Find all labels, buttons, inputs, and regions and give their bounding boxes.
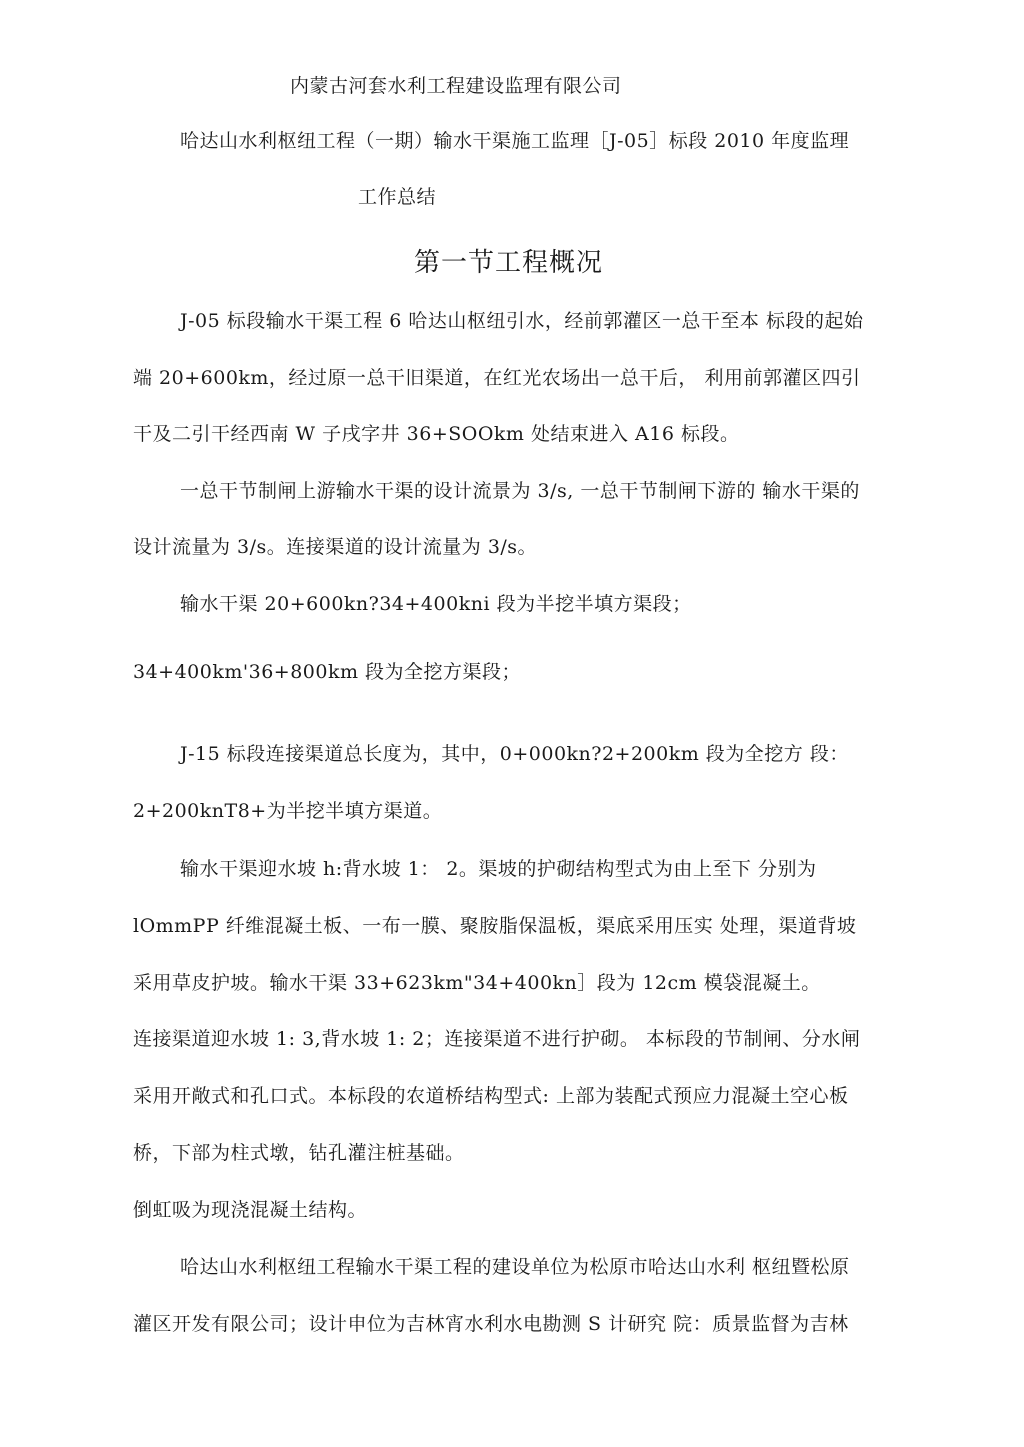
- body-line: J-05 标段输水干渠工程 6 哈达山枢纽引水，经前郭灌区一总干至本 标段的起始: [180, 310, 864, 332]
- company-name: 内蒙古河套水利工程建设监理有限公司: [290, 75, 622, 97]
- section-title: 第一节工程概况: [414, 248, 604, 278]
- body-line: 一总干节制闸上游输水干渠的设计流景为 3/s, 一总干节制闸下游的 输水干渠的: [180, 480, 860, 502]
- body-line: 倒虹吸为现浇混凝土结构。: [133, 1199, 368, 1221]
- body-line: 2+200knT8+为半挖半填方渠道。: [133, 800, 443, 822]
- body-line: 采用草皮护坡。输水干渠 33+623km"34+400kn］段为 12cm 模袋混凝土。: [133, 972, 821, 994]
- body-line: 干及二引干经西南 W 子戌字井 36+SOOkm 处结束进入 A16 标段。: [133, 423, 740, 445]
- body-line: 采用开敞式和孔口式。本标段的农道桥结构型式: 上部为装配式预应力混凝土空心板: [133, 1085, 849, 1107]
- document-title-line-1: 哈达山水利枢纽工程（一期）输水干渠施工监理［J-05］标段 2010 年度监理: [180, 130, 850, 152]
- body-line: 灌区开发有限公司；设计申位为吉林宵水利水电勘测 S 计研究 院：质景监督为吉林: [133, 1313, 849, 1335]
- body-line: 端 20+600km，经过原一总干旧渠道，在红光农场出一总干后， 利用前郭灌区四引: [133, 367, 861, 389]
- body-line: 输水干渠迎水坡 h:背水坡 1： 2。渠坡的护砌结构型式为由上至下 分别为: [180, 858, 817, 880]
- body-line: 输水干渠 20+600kn?34+400kni 段为半挖半填方渠段；: [180, 593, 692, 615]
- body-line: 34+400km'36+800km 段为全挖方渠段；: [133, 661, 522, 683]
- document-title-line-2: 工作总结: [358, 186, 437, 208]
- body-line: 设计流量为 3/s。连接渠道的设计流量为 3/s。: [133, 536, 538, 558]
- body-line: lOmmPP 纤维混凝土板、一布一膜、聚胺脂保温板，渠底采用压实 处理，渠道背坡: [133, 915, 857, 937]
- body-line: 哈达山水利枢纽工程输水干渠工程的建设单位为松原市哈达山水利 枢纽暨松原: [180, 1256, 850, 1278]
- body-line: 桥，下部为柱式墩，钻孔灌注桩基础。: [133, 1142, 465, 1164]
- body-line: J-15 标段连接渠道总长度为，其中，0+000kn?2+200km 段为全挖方 段：: [180, 743, 849, 765]
- body-line: 连接渠道迎水坡 1: 3,背水坡 1: 2；连接渠道不进行护砌。 本标段的节制闸、分水闸: [133, 1028, 861, 1050]
